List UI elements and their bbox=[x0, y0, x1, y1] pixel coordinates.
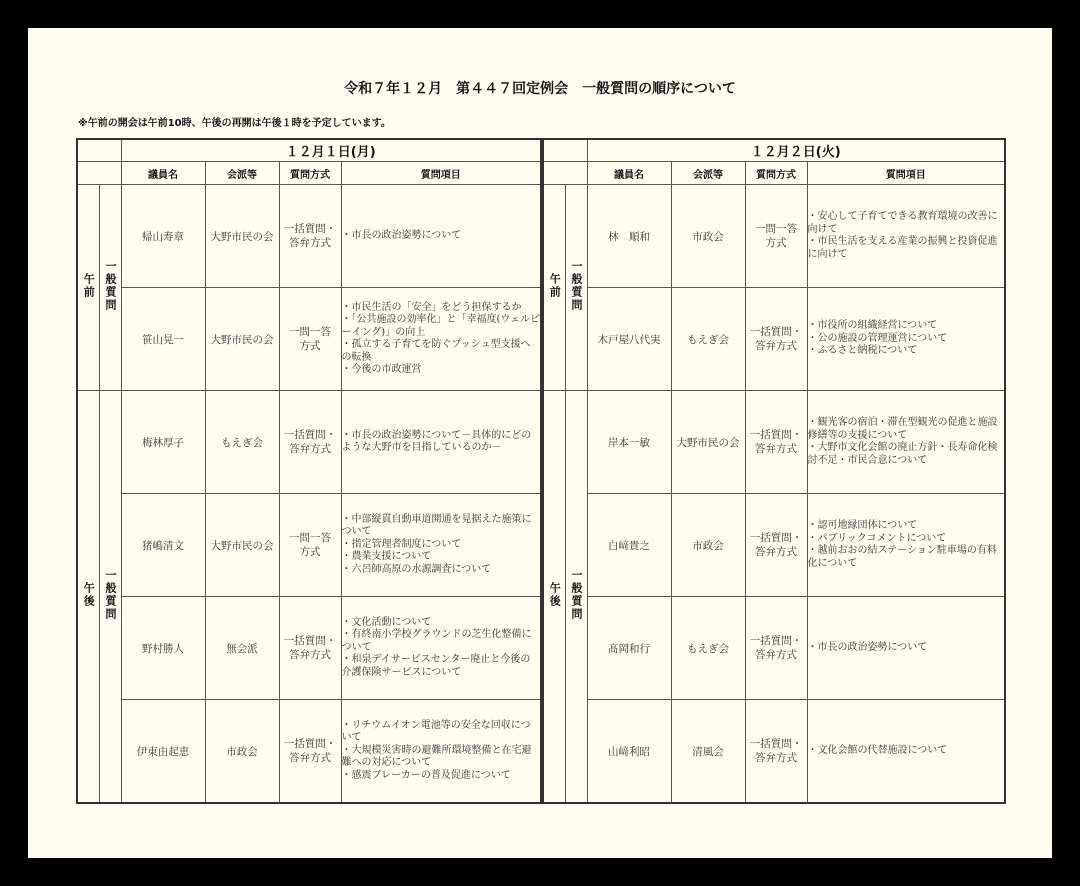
topic-item: ・パブリックコメントについて bbox=[807, 532, 947, 544]
topic-item: ・大規模災害時の避難所環境整備と在宅避難への対応について bbox=[341, 744, 532, 769]
corner-cell bbox=[77, 139, 121, 162]
table-row bbox=[543, 391, 1005, 494]
question-method: 一括質問・ 答弁方式 bbox=[279, 700, 341, 804]
member-name: 白﨑貴之 bbox=[587, 494, 671, 597]
member-faction: 大野市民の会 bbox=[205, 185, 279, 288]
topic-item: ・感震ブレーカーの普及促進について bbox=[341, 769, 511, 781]
member-name: 林 順和 bbox=[587, 185, 671, 288]
table-row bbox=[543, 185, 1005, 288]
question-topics bbox=[807, 494, 1005, 597]
question-topics bbox=[341, 288, 541, 391]
question-method: 一括質問・ 答弁方式 bbox=[279, 185, 341, 288]
column-header-faction: 会派等 bbox=[671, 162, 745, 185]
question-method: 一問一答 方式 bbox=[745, 185, 807, 288]
topic-item: ・リチウムイオン電池等の安全な回収について bbox=[341, 719, 531, 744]
topic-item: ・文化活動について bbox=[341, 616, 432, 628]
topic-item: ・市民生活を支える産業の振興と投資促進に向けて bbox=[807, 236, 998, 260]
topic-item: ・公の施設の管理運営について bbox=[807, 332, 948, 344]
day1-date: １２月１日(月) bbox=[121, 139, 541, 162]
member-faction: もえぎ会 bbox=[205, 391, 279, 494]
member-name: 伊東由起恵 bbox=[121, 700, 205, 804]
column-header-member: 議員名 bbox=[121, 162, 205, 185]
topic-item: ・指定管理者制度について bbox=[341, 538, 462, 550]
column-header-faction: 会派等 bbox=[205, 162, 279, 185]
column-header-topics: 質問項目 bbox=[341, 162, 541, 185]
member-faction: もえぎ会 bbox=[671, 597, 745, 700]
afternoon-session-label: 午後 bbox=[77, 391, 99, 804]
topic-item: ・文化会館の代替施設について bbox=[807, 744, 948, 756]
topic-item: ・和泉デイサービスセンター廃止と今後の介護保険サービスについて bbox=[341, 654, 531, 678]
question-method: 一括質問・ 答弁方式 bbox=[745, 391, 807, 494]
question-method: 一括質問・ 答弁方式 bbox=[279, 597, 341, 700]
topic-item: ・「公共施設の効率化」と「幸福度(ウェルビーイング)」の向上 bbox=[341, 314, 541, 338]
document-title: 令和７年１２月 第４４７回定例会 一般質問の順序について bbox=[344, 81, 736, 97]
general-question-label: 一般質問 bbox=[99, 185, 121, 391]
question-topics bbox=[341, 700, 541, 804]
column-header-topics: 質問項目 bbox=[807, 162, 1005, 185]
day1-schedule-table bbox=[76, 138, 542, 804]
corner-cell bbox=[543, 162, 587, 185]
question-topics bbox=[807, 185, 1005, 288]
member-faction: 無会派 bbox=[205, 597, 279, 700]
question-topics bbox=[807, 700, 1005, 804]
topic-item: ・市長の政治姿勢について bbox=[341, 229, 462, 241]
topic-item: ・認可地縁団体について bbox=[807, 520, 918, 531]
corner-cell bbox=[543, 139, 587, 162]
question-method: 一括質問・ 答弁方式 bbox=[745, 494, 807, 597]
table-row bbox=[77, 391, 541, 494]
member-faction: 大野市民の会 bbox=[205, 288, 279, 391]
question-topics bbox=[807, 597, 1005, 700]
member-name: 笹山晃一 bbox=[121, 288, 205, 391]
question-method: 一括質問・ 答弁方式 bbox=[279, 391, 341, 494]
question-method: 一問一答 方式 bbox=[279, 494, 341, 597]
member-name: 髙岡和行 bbox=[587, 597, 671, 700]
question-topics bbox=[341, 597, 541, 700]
question-method: 一括質問・ 答弁方式 bbox=[745, 597, 807, 700]
general-question-label: 一般質問 bbox=[565, 391, 587, 804]
member-name: 木戸屋八代実 bbox=[587, 288, 671, 391]
member-faction: 市政会 bbox=[205, 700, 279, 804]
question-topics bbox=[807, 288, 1005, 391]
member-faction: 市政会 bbox=[671, 185, 745, 288]
question-method: 一括質問・ 答弁方式 bbox=[745, 288, 807, 391]
topic-item: ・市民生活の「安全」をどう担保するか bbox=[341, 301, 522, 313]
afternoon-session-label: 午後 bbox=[543, 391, 565, 804]
question-topics bbox=[341, 391, 541, 494]
topic-item: ・六呂師高原の水源調査について bbox=[341, 563, 492, 575]
question-method: 一括質問・ 答弁方式 bbox=[745, 700, 807, 804]
topic-item: ・大野市文化会館の廃止方針・長寿命化検討不足・市民合意について bbox=[807, 442, 998, 466]
column-header-method: 質問方式 bbox=[745, 162, 807, 185]
topic-item: ・農業支援について bbox=[341, 551, 432, 563]
topic-item: ・観光客の宿泊・滞在型観光の促進と施設修繕等の支援について bbox=[807, 417, 998, 441]
column-header-member: 議員名 bbox=[587, 162, 671, 185]
general-question-label: 一般質問 bbox=[99, 391, 121, 804]
document-sheet bbox=[28, 28, 1052, 858]
topic-item: ・市長の政治姿勢について bbox=[807, 641, 928, 653]
topic-item: ・ふるさと納税について bbox=[807, 345, 918, 357]
table-row bbox=[543, 597, 1005, 700]
table-row bbox=[77, 288, 541, 391]
morning-session-label: 午前 bbox=[77, 185, 99, 391]
day2-schedule-table bbox=[542, 138, 1006, 804]
member-faction: 市政会 bbox=[671, 494, 745, 597]
member-name: 野村勝人 bbox=[121, 597, 205, 700]
table-row bbox=[77, 597, 541, 700]
topic-item: ・孤立する子育てを防ぐプッシュ型支援への転換 bbox=[341, 339, 531, 363]
topic-item: ・有終南小学校グラウンドの芝生化整備について bbox=[341, 629, 532, 653]
question-topics bbox=[341, 185, 541, 288]
member-name: 帰山寿章 bbox=[121, 185, 205, 288]
member-name: 岸本一敏 bbox=[587, 391, 671, 494]
question-topics bbox=[807, 391, 1005, 494]
topic-item: ・市役所の組織経営について bbox=[807, 320, 938, 332]
general-question-label: 一般質問 bbox=[565, 185, 587, 391]
member-name: 梅林厚子 bbox=[121, 391, 205, 494]
table-row bbox=[77, 494, 541, 597]
table-row bbox=[77, 185, 541, 288]
topic-item: ・越前おおの結ステーション駐車場の有料化について bbox=[807, 545, 997, 569]
table-row bbox=[543, 288, 1005, 391]
member-faction: もえぎ会 bbox=[671, 288, 745, 391]
question-method: 一問一答 方式 bbox=[279, 288, 341, 391]
member-faction: 大野市民の会 bbox=[671, 391, 745, 494]
table-row bbox=[543, 494, 1005, 597]
topic-item: ・安心して子育てできる教育環境の改善に向けて bbox=[807, 211, 998, 235]
member-name: 山﨑利昭 bbox=[587, 700, 671, 804]
column-header-method: 質問方式 bbox=[279, 162, 341, 185]
member-name: 猪嶋清文 bbox=[121, 494, 205, 597]
topic-item: ・市長の政治姿勢について－具体的にどのような大野市を目指しているのか－ bbox=[341, 429, 532, 453]
schedule-note: ※午前の開会は午前10時、午後の再開は午後１時を予定しています。 bbox=[78, 118, 391, 129]
topic-item: ・中部縦貫自動車道開通を見据えた施策について bbox=[341, 513, 532, 538]
member-faction: 清風会 bbox=[671, 700, 745, 804]
table-row bbox=[77, 700, 541, 804]
day2-date: １２月２日(火) bbox=[587, 139, 1005, 162]
topic-item: ・今後の市政運営 bbox=[341, 364, 422, 375]
table-row bbox=[543, 700, 1005, 804]
question-topics bbox=[341, 494, 541, 597]
corner-cell bbox=[77, 162, 121, 185]
member-faction: 大野市民の会 bbox=[205, 494, 279, 597]
morning-session-label: 午前 bbox=[543, 185, 565, 391]
